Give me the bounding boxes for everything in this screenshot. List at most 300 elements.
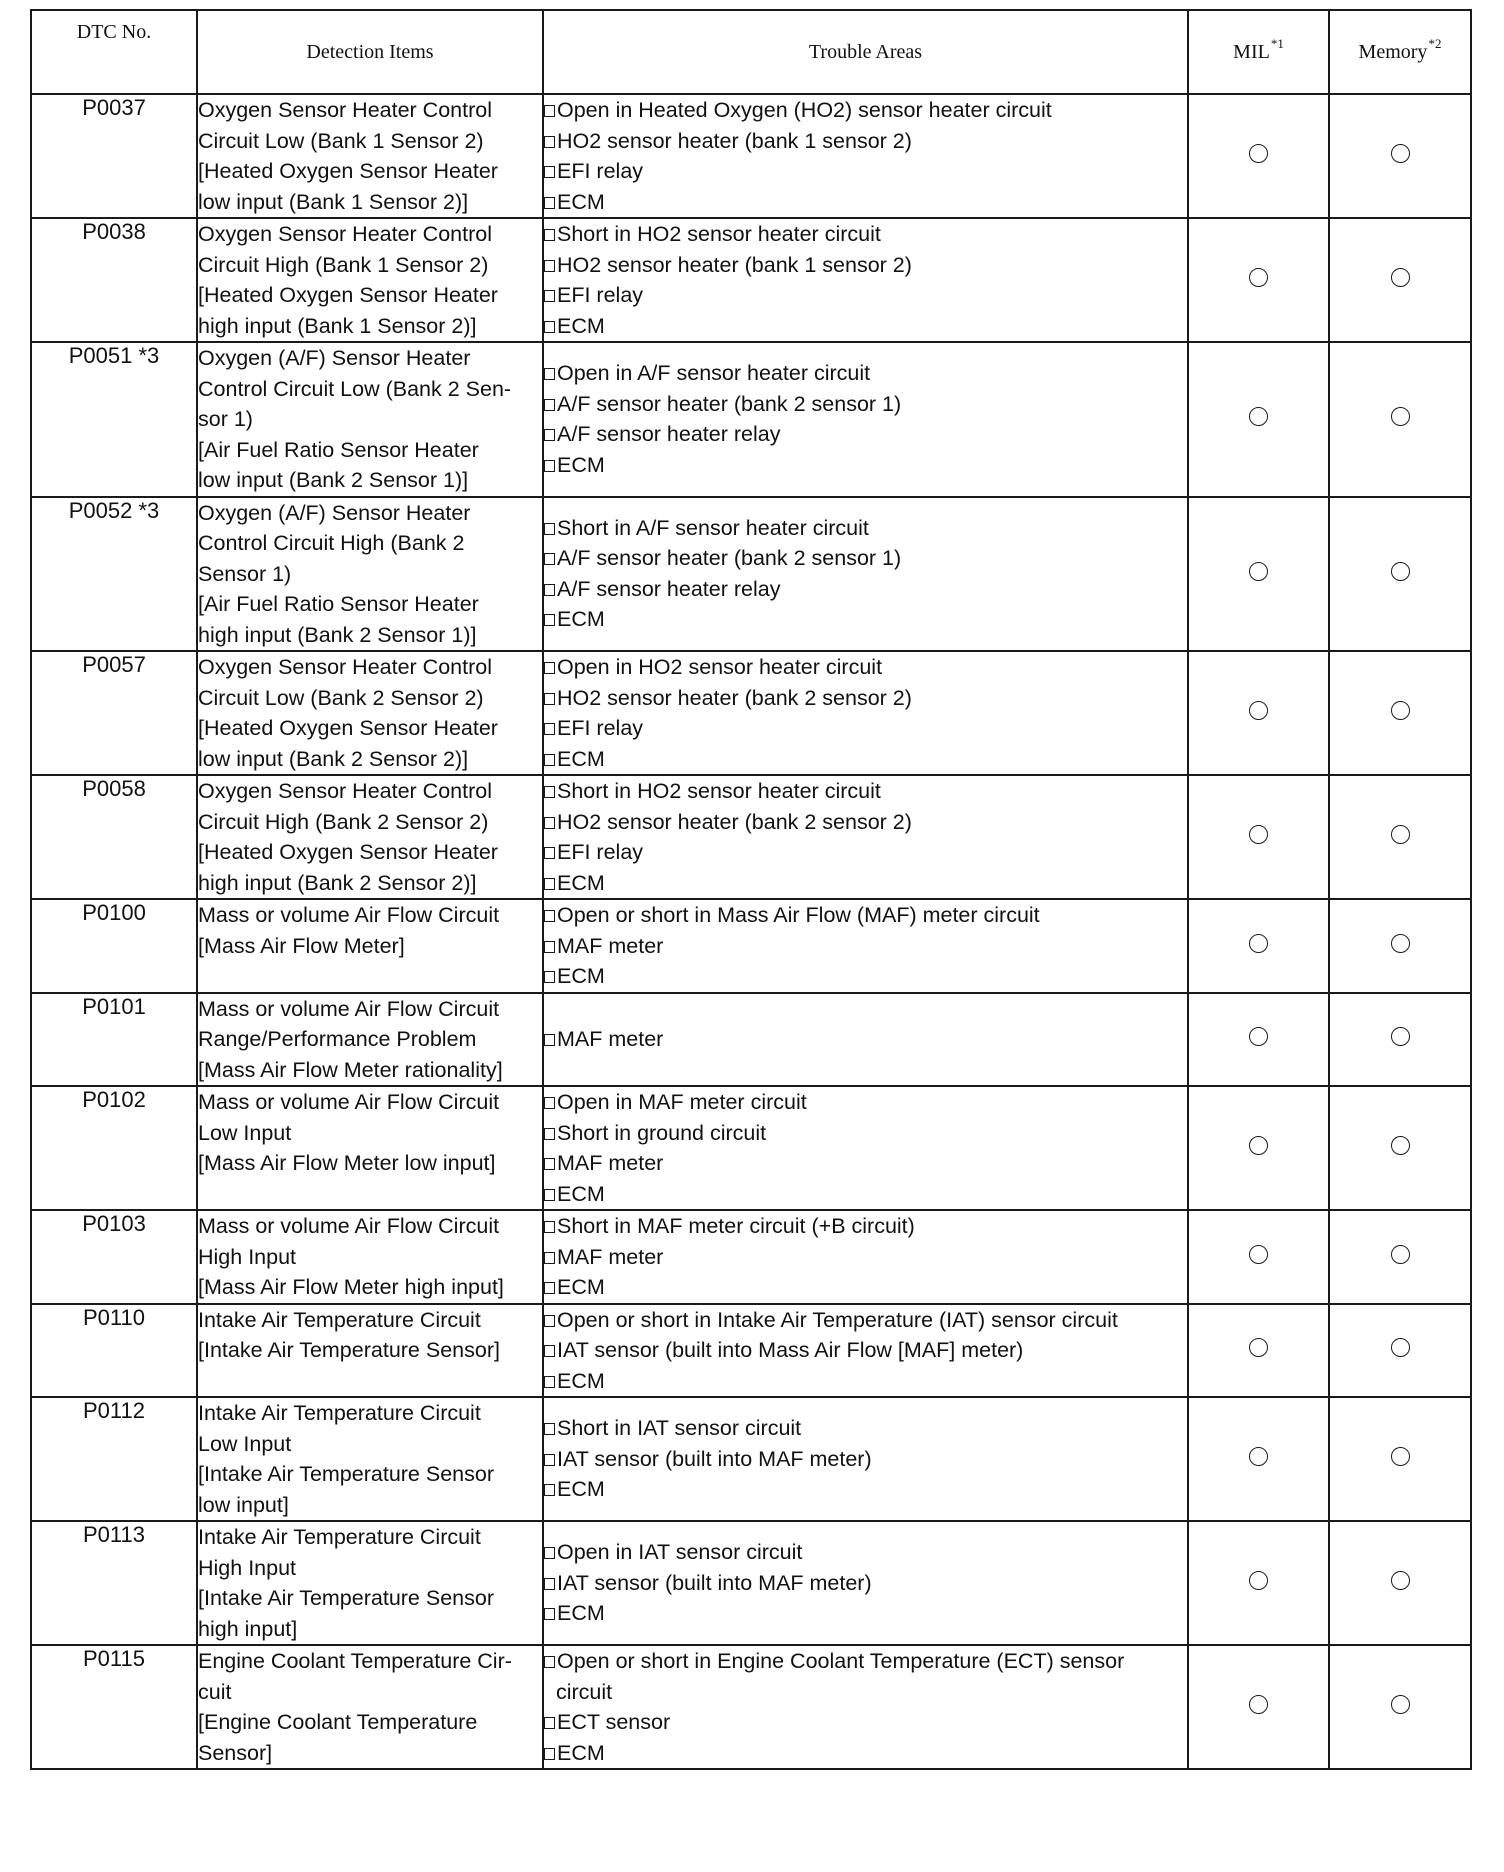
mil-indicator-cell [1188, 899, 1329, 993]
bullet-box-icon [544, 197, 555, 209]
mil-indicator-cell [1188, 1304, 1329, 1398]
memory-circle-icon [1391, 1695, 1410, 1714]
bullet-box-icon [544, 1717, 555, 1729]
dtc-code: P0037 [31, 94, 197, 218]
header-mil-footnote: *1 [1270, 35, 1284, 51]
trouble-area-item [544, 280, 1187, 311]
mil-indicator-cell [1188, 651, 1329, 775]
trouble-area-text: ECM [557, 1477, 605, 1502]
trouble-area-text: ECM [557, 1368, 605, 1393]
detection-items-cell [197, 1521, 543, 1645]
memory-circle-icon [1391, 407, 1410, 426]
memory-indicator-cell [1329, 218, 1471, 342]
bullet-box-icon [544, 941, 555, 953]
trouble-area-item [544, 358, 1187, 389]
memory-indicator-cell [1329, 899, 1471, 993]
detection-item-line: [Heated Oxygen Sensor Heater [198, 716, 498, 740]
header-dtc-no: DTC No. [31, 10, 197, 94]
mil-circle-icon [1249, 1338, 1268, 1357]
detection-items-cell [197, 899, 543, 993]
table-row [31, 1397, 1471, 1521]
memory-indicator-cell [1329, 94, 1471, 218]
bullet-box-icon [544, 786, 555, 798]
dtc-code: P0057 [31, 651, 197, 775]
trouble-areas-cell [543, 497, 1188, 652]
trouble-area-text: ECM [557, 1601, 605, 1626]
mil-indicator-cell [1188, 1397, 1329, 1521]
detection-item-line: Circuit Low (Bank 2 Sensor 2) [198, 685, 484, 710]
mil-circle-icon [1249, 268, 1268, 287]
dtc-code: P0103 [31, 1210, 197, 1304]
detection-item-line: Sensor 1) [198, 561, 292, 586]
detection-item-line: high input (Bank 2 Sensor 1)] [198, 622, 477, 647]
trouble-area-item [544, 219, 1187, 250]
detection-item-line: [Intake Air Temperature Sensor [198, 1586, 494, 1610]
detection-item-line: low input (Bank 2 Sensor 2)] [198, 746, 469, 771]
bullet-box-icon [544, 1423, 555, 1435]
bullet-box-icon [544, 260, 555, 272]
detection-item-line: Control Circuit Low (Bank 2 Sen- [198, 376, 512, 401]
memory-indicator-cell [1329, 775, 1471, 899]
memory-indicator-cell [1329, 342, 1471, 497]
detection-item-line: Circuit Low (Bank 1 Sensor 2) [198, 128, 484, 153]
bullet-box-icon [544, 1158, 555, 1170]
trouble-area-item [544, 389, 1187, 420]
detection-item-line: [Mass Air Flow Meter low input] [198, 1151, 496, 1175]
mil-circle-icon [1249, 1571, 1268, 1590]
detection-item-line: low input (Bank 1 Sensor 2)] [198, 189, 469, 214]
bullet-box-icon [544, 723, 555, 735]
bullet-box-icon [544, 1608, 555, 1620]
detection-item-line: Low Input [198, 1431, 292, 1456]
bullet-box-icon [544, 693, 555, 705]
detection-item-line: [Mass Air Flow Meter high input] [198, 1275, 504, 1299]
bullet-box-icon [544, 429, 555, 441]
trouble-area-item [544, 713, 1187, 744]
trouble-area-item [544, 1568, 1187, 1599]
trouble-area-text: Short in IAT sensor circuit [557, 1416, 802, 1441]
detection-item-line: [Mass Air Flow Meter] [198, 933, 405, 958]
table-row [31, 1086, 1471, 1210]
trouble-area-text: EFI relay [557, 159, 644, 183]
memory-indicator-cell [1329, 1521, 1471, 1645]
mil-circle-icon [1249, 1245, 1268, 1264]
trouble-area-item [544, 1272, 1187, 1303]
trouble-area-item [544, 574, 1187, 605]
trouble-area-item [544, 1646, 1187, 1677]
trouble-area-text: A/F sensor heater relay [557, 576, 781, 601]
bullet-box-icon [544, 368, 555, 380]
detection-item-line: Control Circuit High (Bank 2 [198, 531, 465, 555]
bullet-box-icon [544, 136, 555, 148]
trouble-areas-cell [543, 342, 1188, 497]
bullet-box-icon [544, 290, 555, 302]
memory-indicator-cell [1329, 1086, 1471, 1210]
dtc-code: P0115 [31, 1645, 197, 1769]
trouble-area-text: Short in HO2 sensor heater circuit [557, 222, 881, 246]
bullet-box-icon [544, 1454, 555, 1466]
detection-item-line: Mass or volume Air Flow Circuit [198, 1214, 500, 1238]
trouble-area-item [544, 1413, 1187, 1444]
trouble-area-text: ECM [557, 313, 605, 338]
detection-items-cell [197, 651, 543, 775]
header-memory [1329, 10, 1471, 94]
trouble-area-text: IAT sensor (built into Mass Air Flow [MAF] meter) [557, 1338, 1024, 1362]
trouble-area-item [544, 776, 1187, 807]
dtc-code: P0051 *3 [31, 342, 197, 497]
trouble-area-item [544, 126, 1187, 157]
memory-circle-icon [1391, 1027, 1410, 1046]
trouble-area-item [544, 250, 1187, 281]
detection-item-line: [Air Fuel Ratio Sensor Heater [198, 592, 479, 616]
detection-item-line: Intake Air Temperature Circuit [198, 1525, 481, 1549]
detection-items-cell [197, 497, 543, 652]
detection-item-line: Oxygen Sensor Heater Control [198, 98, 492, 122]
bullet-box-icon [544, 847, 555, 859]
trouble-area-text: EFI relay [557, 716, 644, 740]
trouble-area-text: A/F sensor heater (bank 2 sensor 1) [557, 391, 902, 416]
mil-indicator-cell [1188, 993, 1329, 1087]
bullet-box-icon [544, 584, 555, 596]
mil-indicator-cell [1188, 342, 1329, 497]
detection-items-cell [197, 775, 543, 899]
detection-item-line: Oxygen (A/F) Sensor Heater [198, 500, 471, 525]
mil-circle-icon [1249, 407, 1268, 426]
detection-item-line: high input] [198, 1616, 298, 1641]
bullet-box-icon [544, 321, 555, 333]
table-row [31, 651, 1471, 775]
trouble-area-text: Open in A/F sensor heater circuit [557, 361, 871, 386]
bullet-box-icon [544, 1376, 555, 1388]
detection-items-cell [197, 342, 543, 497]
bullet-box-icon [544, 460, 555, 472]
trouble-area-item [544, 450, 1187, 481]
detection-item-line: [Heated Oxygen Sensor Heater [198, 283, 498, 307]
bullet-box-icon [544, 1282, 555, 1294]
memory-circle-icon [1391, 268, 1410, 287]
header-row [31, 10, 1471, 94]
mil-circle-icon [1249, 1027, 1268, 1046]
trouble-area-item [544, 1677, 1187, 1708]
trouble-area-text: Open in Heated Oxygen (HO2) sensor heater circuit [557, 98, 1052, 122]
detection-item-line: sor 1) [198, 407, 253, 431]
mil-circle-icon [1249, 1136, 1268, 1155]
trouble-area-text: EFI relay [557, 283, 644, 307]
detection-item-line: Mass or volume Air Flow Circuit [198, 1090, 500, 1114]
detection-items-cell [197, 1645, 543, 1769]
mil-indicator-cell [1188, 1210, 1329, 1304]
detection-item-line: low input (Bank 2 Sensor 1)] [198, 468, 469, 492]
table-row [31, 1210, 1471, 1304]
detection-item-line: high input (Bank 2 Sensor 2)] [198, 870, 477, 895]
memory-circle-icon [1391, 1136, 1410, 1155]
memory-indicator-cell [1329, 1304, 1471, 1398]
detection-item-line: cuit [198, 1679, 232, 1704]
mil-circle-icon [1249, 825, 1268, 844]
bullet-box-icon [544, 1484, 555, 1496]
trouble-area-text: ECM [557, 189, 605, 214]
detection-items-cell [197, 1210, 543, 1304]
bullet-box-icon [544, 553, 555, 565]
mil-indicator-cell [1188, 1521, 1329, 1645]
bullet-box-icon [544, 1097, 555, 1109]
dtc-code: P0101 [31, 993, 197, 1087]
trouble-area-text: circuit [556, 1679, 613, 1704]
detection-item-line: [Heated Oxygen Sensor Heater [198, 840, 498, 864]
memory-circle-icon [1391, 144, 1410, 163]
trouble-area-item [544, 744, 1187, 775]
detection-item-line: Range/Performance Problem [198, 1027, 477, 1051]
bullet-box-icon [544, 523, 555, 535]
trouble-area-item [544, 683, 1187, 714]
trouble-area-text: Open or short in Engine Coolant Temperature (ECT) sensor [557, 1649, 1125, 1673]
bullet-box-icon [544, 399, 555, 411]
header-detection-items: Detection Items [197, 10, 543, 94]
detection-item-line: Mass or volume Air Flow Circuit [198, 903, 500, 927]
table-row [31, 1521, 1471, 1645]
trouble-area-text: HO2 sensor heater (bank 2 sensor 2) [557, 809, 912, 834]
detection-item-line: Oxygen Sensor Heater Control [198, 779, 492, 803]
trouble-area-text: Open in MAF meter circuit [557, 1090, 807, 1114]
memory-circle-icon [1391, 1447, 1410, 1466]
trouble-area-item [544, 95, 1187, 126]
detection-item-line: Intake Air Temperature Circuit [198, 1401, 481, 1425]
trouble-area-item [544, 1474, 1187, 1505]
trouble-area-text: Short in A/F sensor heater circuit [557, 515, 869, 540]
trouble-area-text: HO2 sensor heater (bank 1 sensor 2) [557, 252, 912, 277]
trouble-area-item [544, 1148, 1187, 1179]
trouble-area-text: MAF meter [557, 933, 664, 958]
memory-circle-icon [1391, 562, 1410, 581]
dtc-code: P0038 [31, 218, 197, 342]
trouble-area-item [544, 1024, 1187, 1055]
mil-indicator-cell [1188, 1645, 1329, 1769]
detection-item-line: high input (Bank 1 Sensor 2)] [198, 313, 477, 338]
trouble-areas-cell [543, 94, 1188, 218]
detection-item-line: Low Input [198, 1120, 292, 1145]
dtc-code: P0112 [31, 1397, 197, 1521]
bullet-box-icon [544, 105, 555, 117]
trouble-area-text: MAF meter [557, 1151, 664, 1175]
bullet-box-icon [544, 614, 555, 626]
detection-item-line: [Intake Air Temperature Sensor] [198, 1338, 500, 1362]
trouble-area-item [544, 1305, 1187, 1336]
trouble-areas-cell [543, 775, 1188, 899]
trouble-area-text: ECM [557, 452, 605, 477]
trouble-area-item [544, 931, 1187, 962]
detection-item-line: Circuit High (Bank 2 Sensor 2) [198, 809, 489, 834]
trouble-area-text: EFI relay [557, 840, 644, 864]
detection-item-line: High Input [198, 1555, 297, 1580]
memory-indicator-cell [1329, 993, 1471, 1087]
detection-item-line: [Air Fuel Ratio Sensor Heater [198, 437, 479, 462]
trouble-area-text: MAF meter [557, 1027, 664, 1051]
detection-items-cell [197, 1304, 543, 1398]
detection-item-line: [Engine Coolant Temperature [198, 1710, 478, 1734]
table-body [31, 94, 1471, 1769]
detection-item-line: [Heated Oxygen Sensor Heater [198, 159, 498, 183]
trouble-area-text: IAT sensor (built into MAF meter) [557, 1570, 872, 1595]
trouble-area-item [544, 1707, 1187, 1738]
trouble-area-text: ECM [557, 1740, 605, 1765]
bullet-box-icon [544, 1252, 555, 1264]
bullet-box-icon [544, 1189, 555, 1201]
memory-indicator-cell [1329, 651, 1471, 775]
trouble-area-text: Open in HO2 sensor heater circuit [557, 655, 883, 679]
trouble-area-text: ECM [557, 607, 605, 632]
memory-circle-icon [1391, 1245, 1410, 1264]
mil-circle-icon [1249, 701, 1268, 720]
table-row [31, 94, 1471, 218]
bullet-box-icon [544, 1034, 555, 1046]
trouble-area-item [544, 1179, 1187, 1210]
bullet-box-icon [544, 229, 555, 241]
trouble-area-item [544, 961, 1187, 992]
detection-item-line: low input] [198, 1492, 289, 1517]
memory-circle-icon [1391, 1338, 1410, 1357]
memory-circle-icon [1391, 825, 1410, 844]
trouble-areas-cell [543, 651, 1188, 775]
mil-indicator-cell [1188, 497, 1329, 652]
trouble-area-text: Short in HO2 sensor heater circuit [557, 779, 881, 803]
trouble-area-text: Short in MAF meter circuit (+B circuit) [557, 1214, 915, 1238]
detection-items-cell [197, 1086, 543, 1210]
trouble-area-text: Short in ground circuit [557, 1120, 767, 1145]
detection-items-cell [197, 218, 543, 342]
trouble-areas-cell [543, 1210, 1188, 1304]
trouble-area-text: A/F sensor heater (bank 2 sensor 1) [557, 546, 902, 571]
mil-indicator-cell [1188, 218, 1329, 342]
detection-item-line: Oxygen (A/F) Sensor Heater [198, 346, 471, 370]
trouble-area-text: HO2 sensor heater (bank 2 sensor 2) [557, 685, 912, 710]
trouble-area-text: ECM [557, 746, 605, 771]
table-row [31, 497, 1471, 652]
detection-item-line: Circuit High (Bank 1 Sensor 2) [198, 252, 489, 277]
trouble-area-item [544, 1537, 1187, 1568]
trouble-areas-cell [543, 218, 1188, 342]
trouble-area-item [544, 807, 1187, 838]
memory-circle-icon [1391, 1571, 1410, 1590]
trouble-area-text: MAF meter [557, 1244, 664, 1269]
header-memory-footnote: *2 [1428, 35, 1442, 51]
mil-indicator-cell [1188, 1086, 1329, 1210]
detection-item-line: High Input [198, 1244, 297, 1269]
bullet-box-icon [544, 1748, 555, 1760]
mil-indicator-cell [1188, 775, 1329, 899]
bullet-box-icon [544, 1656, 555, 1668]
trouble-area-item [544, 1211, 1187, 1242]
dtc-code: P0110 [31, 1304, 197, 1398]
trouble-area-text: ECM [557, 964, 605, 988]
bullet-box-icon [544, 754, 555, 766]
trouble-area-item [544, 311, 1187, 342]
trouble-area-text: Open in IAT sensor circuit [557, 1540, 803, 1565]
detection-items-cell [197, 94, 543, 218]
dtc-code: P0113 [31, 1521, 197, 1645]
mil-circle-icon [1249, 1695, 1268, 1714]
trouble-area-text: ECM [557, 1181, 605, 1206]
detection-item-line: Sensor] [198, 1740, 273, 1765]
trouble-areas-cell [543, 1397, 1188, 1521]
trouble-area-item [544, 868, 1187, 899]
trouble-area-text: Open or short in Mass Air Flow (MAF) meter circuit [557, 903, 1040, 927]
bullet-box-icon [544, 910, 555, 922]
trouble-area-item [544, 543, 1187, 574]
bullet-box-icon [544, 662, 555, 674]
detection-item-line: [Intake Air Temperature Sensor [198, 1462, 494, 1486]
detection-items-cell [197, 1397, 543, 1521]
memory-circle-icon [1391, 701, 1410, 720]
mil-circle-icon [1249, 934, 1268, 953]
detection-item-line: Oxygen Sensor Heater Control [198, 655, 492, 679]
trouble-area-item [544, 1444, 1187, 1475]
bullet-box-icon [544, 1345, 555, 1357]
table-row [31, 1645, 1471, 1769]
table-row [31, 899, 1471, 993]
bullet-box-icon [544, 817, 555, 829]
bullet-box-icon [544, 1315, 555, 1327]
table-row [31, 1304, 1471, 1398]
trouble-area-text: Open or short in Intake Air Temperature (IAT) sensor circuit [557, 1307, 1118, 1332]
bullet-box-icon [544, 1578, 555, 1590]
memory-indicator-cell [1329, 497, 1471, 652]
header-mil-label: MIL [1233, 40, 1270, 63]
dtc-code: P0058 [31, 775, 197, 899]
dtc-table [30, 9, 1472, 1770]
bullet-box-icon [544, 1547, 555, 1559]
trouble-area-text: HO2 sensor heater (bank 1 sensor 2) [557, 128, 912, 153]
trouble-areas-cell [543, 1304, 1188, 1398]
header-trouble-areas: Trouble Areas [543, 10, 1188, 94]
trouble-area-text: IAT sensor (built into MAF meter) [557, 1446, 872, 1471]
dtc-code: P0100 [31, 899, 197, 993]
memory-indicator-cell [1329, 1397, 1471, 1521]
trouble-areas-cell [543, 1645, 1188, 1769]
bullet-box-icon [544, 878, 555, 890]
trouble-area-text: ECM [557, 870, 605, 895]
mil-indicator-cell [1188, 94, 1329, 218]
header-mil [1188, 10, 1329, 94]
trouble-area-item [544, 513, 1187, 544]
bullet-box-icon [544, 971, 555, 983]
trouble-area-item [544, 419, 1187, 450]
trouble-area-item [544, 1738, 1187, 1769]
trouble-area-item [544, 1118, 1187, 1149]
trouble-area-item [544, 1335, 1187, 1366]
trouble-area-item [544, 1598, 1187, 1629]
dtc-code: P0102 [31, 1086, 197, 1210]
table-row [31, 775, 1471, 899]
mil-circle-icon [1249, 562, 1268, 581]
trouble-area-item [544, 1242, 1187, 1273]
table-row [31, 342, 1471, 497]
bullet-box-icon [544, 1221, 555, 1233]
trouble-area-item [544, 156, 1187, 187]
trouble-area-item [544, 837, 1187, 868]
trouble-areas-cell [543, 899, 1188, 993]
mil-circle-icon [1249, 144, 1268, 163]
table-row [31, 218, 1471, 342]
table-row [31, 993, 1471, 1087]
detection-item-line: Engine Coolant Temperature Cir- [198, 1649, 512, 1673]
detection-item-line: Intake Air Temperature Circuit [198, 1307, 481, 1332]
trouble-area-item [544, 652, 1187, 683]
mil-circle-icon [1249, 1447, 1268, 1466]
trouble-areas-cell [543, 1521, 1188, 1645]
detection-item-line: Oxygen Sensor Heater Control [198, 222, 492, 246]
bullet-box-icon [544, 166, 555, 178]
detection-items-cell [197, 993, 543, 1087]
